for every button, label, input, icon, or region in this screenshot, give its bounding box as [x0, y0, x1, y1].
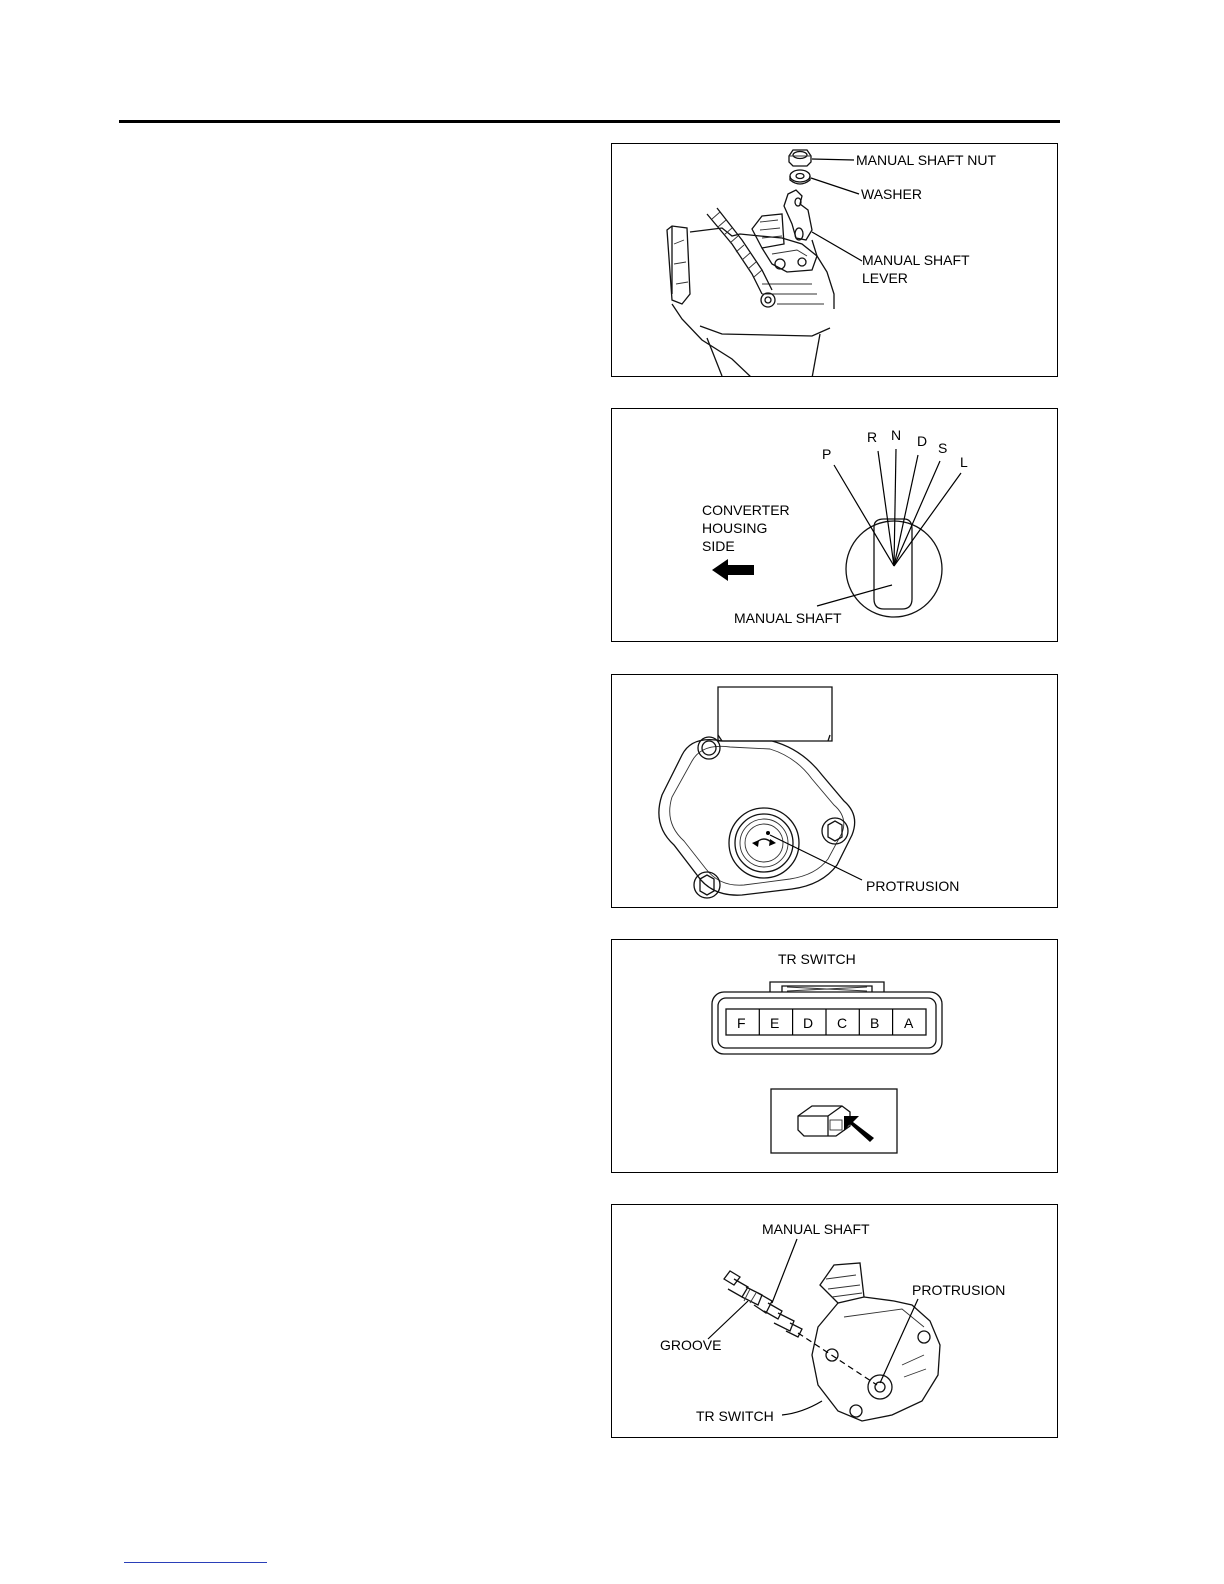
position-d: D — [917, 433, 928, 449]
protrusion-drawing — [612, 675, 1058, 908]
label-manual-shaft-lever-1: MANUAL SHAFT — [862, 252, 970, 268]
figure-tr-switch-connector — [611, 939, 1058, 1173]
label-manual-shaft: MANUAL SHAFT — [734, 610, 842, 626]
position-p: P — [822, 446, 832, 462]
tr-switch-connector-drawing — [612, 940, 1058, 1173]
label-groove: GROOVE — [660, 1337, 722, 1353]
converter-side-arrow-icon — [712, 559, 754, 581]
label-converter-3: SIDE — [702, 538, 735, 554]
pin-b: B — [870, 1015, 880, 1031]
figure-protrusion — [611, 674, 1058, 908]
figure-manual-shaft-lever — [611, 143, 1058, 377]
position-r: R — [867, 429, 878, 445]
pin-d: D — [803, 1015, 814, 1031]
pin-e: E — [770, 1015, 780, 1031]
label-converter-1: CONVERTER — [702, 502, 790, 518]
pin-a: A — [904, 1015, 914, 1031]
label-converter-2: HOUSING — [702, 520, 768, 536]
label-manual-shaft-lever-2: LEVER — [862, 270, 908, 286]
label-tr-switch-title: TR SWITCH — [778, 951, 856, 967]
view-direction-arrow-icon — [844, 1116, 874, 1142]
manual-shaft-lever-drawing — [612, 144, 1058, 377]
figure-shift-positions — [611, 408, 1058, 642]
label-protrusion-right: PROTRUSION — [912, 1282, 1006, 1298]
position-n: N — [891, 427, 902, 443]
position-l: L — [960, 454, 968, 470]
pin-c: C — [837, 1015, 848, 1031]
header-rule — [119, 120, 1060, 123]
position-s: S — [938, 440, 948, 456]
label-tr-switch: TR SWITCH — [696, 1408, 774, 1424]
figure-tr-switch-install — [611, 1204, 1058, 1438]
label-manual-shaft-nut: MANUAL SHAFT NUT — [856, 152, 997, 168]
shift-positions-drawing — [612, 409, 1058, 642]
tr-switch-install-drawing — [612, 1205, 1058, 1438]
pin-f: F — [737, 1015, 746, 1031]
label-protrusion: PROTRUSION — [866, 878, 960, 894]
footer-link-underline[interactable] — [124, 1562, 267, 1563]
label-washer: WASHER — [861, 186, 922, 202]
label-manual-shaft-top: MANUAL SHAFT — [762, 1221, 870, 1237]
